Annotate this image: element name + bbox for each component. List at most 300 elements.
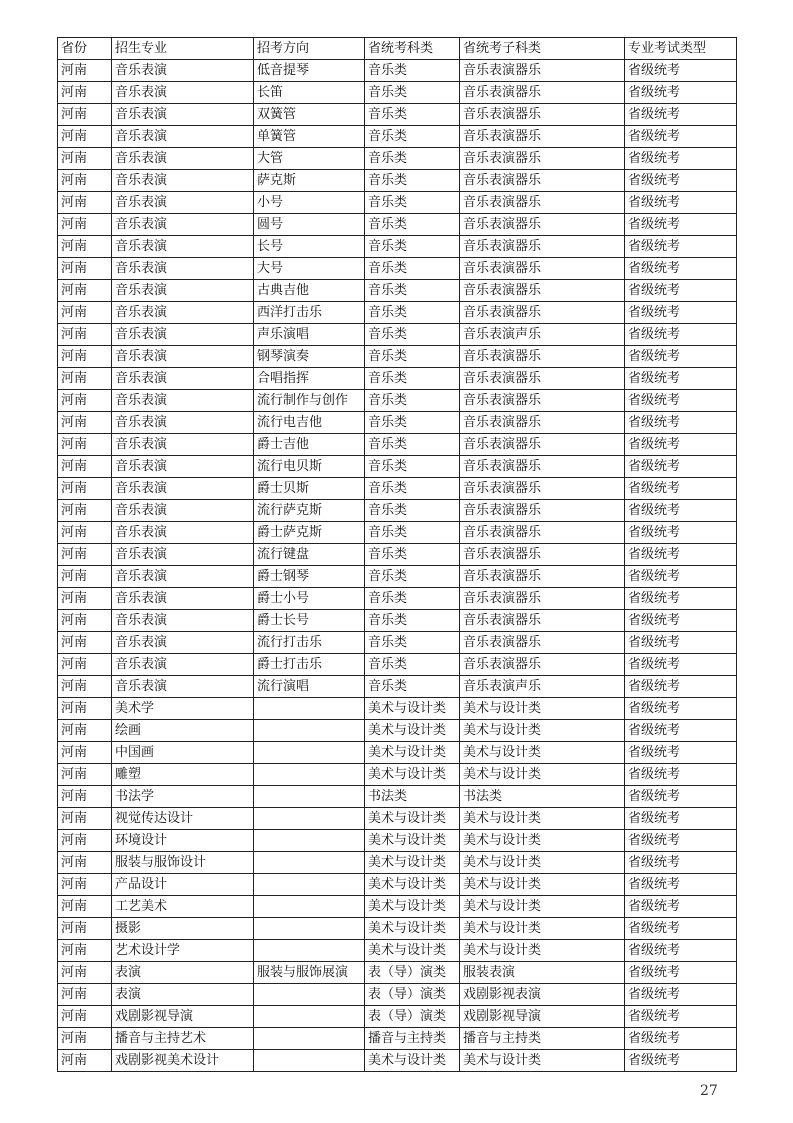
cell-major: 雕塑 <box>112 764 254 786</box>
cell-major: 环境设计 <box>112 830 254 852</box>
cell-exam-type: 省级统考 <box>625 940 737 962</box>
table-row <box>58 126 737 148</box>
cell-exam-category: 美术与设计类 <box>365 852 460 874</box>
cell-direction: 双簧管 <box>254 104 365 126</box>
cell-exam-subcategory: 美术与设计类 <box>460 720 625 742</box>
cell-exam-category: 音乐类 <box>365 478 460 500</box>
cell-direction: 流行打击乐 <box>254 632 365 654</box>
cell-exam-subcategory: 音乐表演器乐 <box>460 346 625 368</box>
cell-major: 音乐表演 <box>112 302 254 324</box>
cell-province: 河南 <box>58 720 112 742</box>
cell-exam-subcategory: 书法类 <box>460 786 625 808</box>
cell-exam-subcategory: 音乐表演器乐 <box>460 478 625 500</box>
cell-exam-category: 音乐类 <box>365 302 460 324</box>
cell-direction <box>254 852 365 874</box>
cell-exam-subcategory: 美术与设计类 <box>460 896 625 918</box>
cell-exam-category: 音乐类 <box>365 390 460 412</box>
cell-direction <box>254 1028 365 1050</box>
cell-province: 河南 <box>58 170 112 192</box>
cell-major: 音乐表演 <box>112 478 254 500</box>
cell-province: 河南 <box>58 390 112 412</box>
cell-exam-subcategory: 音乐表演器乐 <box>460 632 625 654</box>
cell-province: 河南 <box>58 280 112 302</box>
cell-province: 河南 <box>58 1006 112 1028</box>
cell-province: 河南 <box>58 962 112 984</box>
cell-exam-subcategory: 音乐表演器乐 <box>460 434 625 456</box>
cell-province: 河南 <box>58 60 112 82</box>
cell-exam-subcategory: 音乐表演器乐 <box>460 588 625 610</box>
cell-exam-type: 省级统考 <box>625 390 737 412</box>
cell-direction <box>254 720 365 742</box>
cell-exam-type: 省级统考 <box>625 742 737 764</box>
cell-exam-type: 省级统考 <box>625 610 737 632</box>
cell-exam-category: 美术与设计类 <box>365 742 460 764</box>
cell-major: 摄影 <box>112 918 254 940</box>
cell-province: 河南 <box>58 478 112 500</box>
cell-exam-category: 音乐类 <box>365 434 460 456</box>
table-row <box>58 786 737 808</box>
table-row <box>58 390 737 412</box>
cell-major: 音乐表演 <box>112 346 254 368</box>
cell-province: 河南 <box>58 874 112 896</box>
cell-province: 河南 <box>58 808 112 830</box>
table-row <box>58 192 737 214</box>
cell-exam-category: 表（导）演类 <box>365 962 460 984</box>
cell-province: 河南 <box>58 82 112 104</box>
cell-province: 河南 <box>58 104 112 126</box>
cell-exam-subcategory: 音乐表演器乐 <box>460 456 625 478</box>
cell-direction <box>254 940 365 962</box>
cell-direction: 爵士钢琴 <box>254 566 365 588</box>
table-row <box>58 412 737 434</box>
cell-major: 音乐表演 <box>112 456 254 478</box>
cell-exam-type: 省级统考 <box>625 192 737 214</box>
cell-exam-type: 省级统考 <box>625 258 737 280</box>
cell-exam-subcategory: 音乐表演器乐 <box>460 566 625 588</box>
cell-direction <box>254 742 365 764</box>
cell-exam-subcategory: 音乐表演器乐 <box>460 654 625 676</box>
cell-province: 河南 <box>58 148 112 170</box>
cell-exam-subcategory: 音乐表演器乐 <box>460 280 625 302</box>
cell-major: 音乐表演 <box>112 148 254 170</box>
header-major: 招生专业 <box>112 38 254 60</box>
cell-exam-category: 音乐类 <box>365 544 460 566</box>
cell-exam-type: 省级统考 <box>625 280 737 302</box>
cell-exam-type: 省级统考 <box>625 698 737 720</box>
cell-major: 音乐表演 <box>112 522 254 544</box>
cell-major: 音乐表演 <box>112 434 254 456</box>
cell-exam-category: 美术与设计类 <box>365 918 460 940</box>
cell-province: 河南 <box>58 1050 112 1072</box>
cell-exam-subcategory: 戏剧影视导演 <box>460 1006 625 1028</box>
table-row <box>58 940 737 962</box>
cell-exam-subcategory: 美术与设计类 <box>460 874 625 896</box>
cell-major: 音乐表演 <box>112 82 254 104</box>
cell-major: 视觉传达设计 <box>112 808 254 830</box>
cell-direction: 圆号 <box>254 214 365 236</box>
cell-exam-type: 省级统考 <box>625 478 737 500</box>
cell-exam-type: 省级统考 <box>625 896 737 918</box>
cell-exam-subcategory: 音乐表演器乐 <box>460 610 625 632</box>
cell-major: 中国画 <box>112 742 254 764</box>
cell-exam-category: 音乐类 <box>365 192 460 214</box>
cell-exam-type: 省级统考 <box>625 632 737 654</box>
cell-exam-subcategory: 音乐表演声乐 <box>460 676 625 698</box>
cell-exam-subcategory: 美术与设计类 <box>460 918 625 940</box>
cell-province: 河南 <box>58 214 112 236</box>
cell-province: 河南 <box>58 918 112 940</box>
table-body <box>58 60 737 1072</box>
cell-direction <box>254 1050 365 1072</box>
cell-major: 音乐表演 <box>112 654 254 676</box>
cell-direction: 古典吉他 <box>254 280 365 302</box>
cell-direction: 单簧管 <box>254 126 365 148</box>
cell-province: 河南 <box>58 852 112 874</box>
cell-exam-type: 省级统考 <box>625 874 737 896</box>
cell-exam-category: 美术与设计类 <box>365 764 460 786</box>
cell-direction: 爵士小号 <box>254 588 365 610</box>
cell-province: 河南 <box>58 258 112 280</box>
cell-province: 河南 <box>58 632 112 654</box>
cell-exam-subcategory: 音乐表演器乐 <box>460 258 625 280</box>
cell-province: 河南 <box>58 192 112 214</box>
cell-major: 戏剧影视导演 <box>112 1006 254 1028</box>
table-row <box>58 588 737 610</box>
cell-exam-type: 省级统考 <box>625 654 737 676</box>
cell-exam-category: 音乐类 <box>365 610 460 632</box>
table-row <box>58 962 737 984</box>
cell-direction: 流行演唱 <box>254 676 365 698</box>
table-row <box>58 258 737 280</box>
cell-exam-type: 省级统考 <box>625 126 737 148</box>
cell-major: 音乐表演 <box>112 632 254 654</box>
table-row <box>58 544 737 566</box>
table-row <box>58 808 737 830</box>
cell-exam-subcategory: 音乐表演器乐 <box>460 82 625 104</box>
cell-exam-category: 音乐类 <box>365 324 460 346</box>
cell-province: 河南 <box>58 346 112 368</box>
cell-direction <box>254 698 365 720</box>
cell-exam-type: 省级统考 <box>625 720 737 742</box>
cell-exam-category: 音乐类 <box>365 236 460 258</box>
cell-exam-category: 播音与主持类 <box>365 1028 460 1050</box>
cell-exam-subcategory: 音乐表演器乐 <box>460 192 625 214</box>
cell-direction: 大管 <box>254 148 365 170</box>
cell-exam-subcategory: 美术与设计类 <box>460 940 625 962</box>
cell-exam-subcategory: 音乐表演声乐 <box>460 324 625 346</box>
cell-exam-category: 美术与设计类 <box>365 808 460 830</box>
cell-major: 音乐表演 <box>112 588 254 610</box>
cell-exam-category: 音乐类 <box>365 632 460 654</box>
cell-exam-type: 省级统考 <box>625 368 737 390</box>
cell-direction: 服装与服饰展演 <box>254 962 365 984</box>
cell-major: 音乐表演 <box>112 258 254 280</box>
cell-exam-subcategory: 音乐表演器乐 <box>460 412 625 434</box>
cell-exam-category: 音乐类 <box>365 280 460 302</box>
header-direction: 招考方向 <box>254 38 365 60</box>
cell-exam-type: 省级统考 <box>625 82 737 104</box>
cell-province: 河南 <box>58 456 112 478</box>
cell-province: 河南 <box>58 126 112 148</box>
cell-major: 服装与服饰设计 <box>112 852 254 874</box>
cell-exam-category: 音乐类 <box>365 522 460 544</box>
cell-exam-category: 音乐类 <box>365 60 460 82</box>
cell-direction <box>254 984 365 1006</box>
cell-province: 河南 <box>58 786 112 808</box>
cell-exam-type: 省级统考 <box>625 1006 737 1028</box>
table-row <box>58 82 737 104</box>
cell-province: 河南 <box>58 302 112 324</box>
cell-exam-subcategory: 音乐表演器乐 <box>460 522 625 544</box>
cell-exam-category: 音乐类 <box>365 214 460 236</box>
table-row <box>58 456 737 478</box>
cell-exam-category: 音乐类 <box>365 456 460 478</box>
cell-exam-type: 省级统考 <box>625 104 737 126</box>
cell-direction: 合唱指挥 <box>254 368 365 390</box>
cell-exam-category: 音乐类 <box>365 346 460 368</box>
cell-major: 艺术设计学 <box>112 940 254 962</box>
cell-major: 音乐表演 <box>112 170 254 192</box>
cell-province: 河南 <box>58 324 112 346</box>
cell-exam-category: 音乐类 <box>365 566 460 588</box>
cell-major: 音乐表演 <box>112 412 254 434</box>
header-province: 省份 <box>58 38 112 60</box>
cell-major: 表演 <box>112 984 254 1006</box>
cell-major: 音乐表演 <box>112 610 254 632</box>
table-row <box>58 852 737 874</box>
cell-direction: 流行电吉他 <box>254 412 365 434</box>
cell-major: 美术学 <box>112 698 254 720</box>
cell-exam-type: 省级统考 <box>625 434 737 456</box>
cell-province: 河南 <box>58 522 112 544</box>
table-row <box>58 60 737 82</box>
cell-exam-type: 省级统考 <box>625 148 737 170</box>
cell-province: 河南 <box>58 896 112 918</box>
table-row <box>58 148 737 170</box>
cell-exam-subcategory: 音乐表演器乐 <box>460 148 625 170</box>
table-row <box>58 1028 737 1050</box>
cell-exam-subcategory: 播音与主持类 <box>460 1028 625 1050</box>
cell-major: 表演 <box>112 962 254 984</box>
table-row <box>58 676 737 698</box>
cell-exam-subcategory: 美术与设计类 <box>460 852 625 874</box>
cell-direction: 流行萨克斯 <box>254 500 365 522</box>
header-exam-subcategory: 省统考子科类 <box>460 38 625 60</box>
cell-exam-type: 省级统考 <box>625 764 737 786</box>
cell-exam-subcategory: 服装表演 <box>460 962 625 984</box>
cell-exam-category: 表（导）演类 <box>365 984 460 1006</box>
cell-exam-category: 音乐类 <box>365 588 460 610</box>
table-row <box>58 368 737 390</box>
cell-direction: 低音提琴 <box>254 60 365 82</box>
cell-exam-subcategory: 音乐表演器乐 <box>460 60 625 82</box>
cell-exam-category: 音乐类 <box>365 82 460 104</box>
cell-exam-type: 省级统考 <box>625 830 737 852</box>
cell-direction <box>254 896 365 918</box>
cell-major: 音乐表演 <box>112 368 254 390</box>
table-row <box>58 1006 737 1028</box>
cell-major: 音乐表演 <box>112 60 254 82</box>
cell-exam-category: 美术与设计类 <box>365 940 460 962</box>
cell-province: 河南 <box>58 412 112 434</box>
cell-exam-type: 省级统考 <box>625 346 737 368</box>
cell-province: 河南 <box>58 654 112 676</box>
table-row <box>58 478 737 500</box>
cell-exam-subcategory: 美术与设计类 <box>460 742 625 764</box>
cell-exam-type: 省级统考 <box>625 236 737 258</box>
cell-province: 河南 <box>58 544 112 566</box>
cell-major: 音乐表演 <box>112 676 254 698</box>
cell-exam-category: 音乐类 <box>365 258 460 280</box>
cell-exam-subcategory: 音乐表演器乐 <box>460 126 625 148</box>
cell-exam-type: 省级统考 <box>625 60 737 82</box>
cell-exam-subcategory: 戏剧影视表演 <box>460 984 625 1006</box>
cell-major: 音乐表演 <box>112 566 254 588</box>
cell-direction <box>254 808 365 830</box>
cell-direction: 小号 <box>254 192 365 214</box>
cell-exam-category: 美术与设计类 <box>365 698 460 720</box>
table-row <box>58 346 737 368</box>
cell-major: 音乐表演 <box>112 324 254 346</box>
cell-major: 工艺美术 <box>112 896 254 918</box>
table-row <box>58 324 737 346</box>
table-row <box>58 214 737 236</box>
table-row <box>58 566 737 588</box>
cell-province: 河南 <box>58 742 112 764</box>
table-row <box>58 302 737 324</box>
cell-exam-subcategory: 音乐表演器乐 <box>460 302 625 324</box>
cell-direction: 爵士萨克斯 <box>254 522 365 544</box>
cell-major: 播音与主持艺术 <box>112 1028 254 1050</box>
cell-direction: 爵士长号 <box>254 610 365 632</box>
cell-major: 绘画 <box>112 720 254 742</box>
cell-major: 音乐表演 <box>112 192 254 214</box>
cell-exam-subcategory: 音乐表演器乐 <box>460 214 625 236</box>
cell-direction: 爵士吉他 <box>254 434 365 456</box>
cell-major: 音乐表演 <box>112 390 254 412</box>
cell-province: 河南 <box>58 698 112 720</box>
table-row <box>58 170 737 192</box>
cell-exam-category: 音乐类 <box>365 104 460 126</box>
cell-exam-category: 表（导）演类 <box>365 1006 460 1028</box>
cell-exam-subcategory: 音乐表演器乐 <box>460 544 625 566</box>
table-row <box>58 874 737 896</box>
table-row <box>58 918 737 940</box>
cell-exam-type: 省级统考 <box>625 456 737 478</box>
cell-direction <box>254 1006 365 1028</box>
cell-exam-type: 省级统考 <box>625 786 737 808</box>
cell-major: 音乐表演 <box>112 104 254 126</box>
cell-exam-type: 省级统考 <box>625 500 737 522</box>
cell-province: 河南 <box>58 940 112 962</box>
cell-exam-type: 省级统考 <box>625 170 737 192</box>
cell-major: 产品设计 <box>112 874 254 896</box>
cell-exam-category: 音乐类 <box>365 412 460 434</box>
cell-exam-type: 省级统考 <box>625 324 737 346</box>
table-row <box>58 434 737 456</box>
table-row <box>58 632 737 654</box>
cell-exam-category: 书法类 <box>365 786 460 808</box>
cell-province: 河南 <box>58 764 112 786</box>
cell-exam-category: 美术与设计类 <box>365 720 460 742</box>
header-exam-category: 省统考科类 <box>365 38 460 60</box>
cell-exam-subcategory: 美术与设计类 <box>460 698 625 720</box>
cell-direction <box>254 874 365 896</box>
cell-direction: 爵士打击乐 <box>254 654 365 676</box>
cell-direction: 声乐演唱 <box>254 324 365 346</box>
table-row <box>58 764 737 786</box>
admissions-table <box>57 37 737 1072</box>
cell-province: 河南 <box>58 610 112 632</box>
cell-exam-type: 省级统考 <box>625 1028 737 1050</box>
cell-exam-type: 省级统考 <box>625 852 737 874</box>
cell-direction: 西洋打击乐 <box>254 302 365 324</box>
cell-exam-category: 音乐类 <box>365 170 460 192</box>
cell-exam-subcategory: 美术与设计类 <box>460 1050 625 1072</box>
cell-direction <box>254 764 365 786</box>
cell-direction: 流行制作与创作 <box>254 390 365 412</box>
table-header-row <box>58 38 737 60</box>
cell-direction: 流行键盘 <box>254 544 365 566</box>
cell-exam-type: 省级统考 <box>625 214 737 236</box>
cell-exam-type: 省级统考 <box>625 522 737 544</box>
table-row <box>58 104 737 126</box>
cell-province: 河南 <box>58 1028 112 1050</box>
cell-major: 音乐表演 <box>112 500 254 522</box>
cell-province: 河南 <box>58 434 112 456</box>
cell-major: 书法学 <box>112 786 254 808</box>
cell-province: 河南 <box>58 500 112 522</box>
cell-province: 河南 <box>58 984 112 1006</box>
cell-exam-type: 省级统考 <box>625 412 737 434</box>
cell-exam-type: 省级统考 <box>625 566 737 588</box>
table-row <box>58 522 737 544</box>
cell-province: 河南 <box>58 566 112 588</box>
cell-exam-type: 省级统考 <box>625 962 737 984</box>
cell-direction: 萨克斯 <box>254 170 365 192</box>
cell-direction: 大号 <box>254 258 365 280</box>
cell-direction: 钢琴演奏 <box>254 346 365 368</box>
table-row <box>58 698 737 720</box>
cell-major: 音乐表演 <box>112 544 254 566</box>
table-row <box>58 610 737 632</box>
cell-exam-type: 省级统考 <box>625 588 737 610</box>
cell-exam-subcategory: 美术与设计类 <box>460 808 625 830</box>
cell-province: 河南 <box>58 830 112 852</box>
cell-exam-subcategory: 音乐表演器乐 <box>460 368 625 390</box>
cell-direction <box>254 830 365 852</box>
cell-direction: 爵士贝斯 <box>254 478 365 500</box>
cell-direction: 流行电贝斯 <box>254 456 365 478</box>
cell-province: 河南 <box>58 368 112 390</box>
cell-exam-category: 美术与设计类 <box>365 874 460 896</box>
cell-exam-subcategory: 音乐表演器乐 <box>460 236 625 258</box>
cell-exam-subcategory: 音乐表演器乐 <box>460 104 625 126</box>
cell-major: 音乐表演 <box>112 214 254 236</box>
cell-exam-type: 省级统考 <box>625 676 737 698</box>
cell-exam-category: 音乐类 <box>365 148 460 170</box>
cell-direction <box>254 786 365 808</box>
cell-exam-type: 省级统考 <box>625 1050 737 1072</box>
table-row <box>58 984 737 1006</box>
cell-exam-category: 音乐类 <box>365 676 460 698</box>
cell-exam-type: 省级统考 <box>625 302 737 324</box>
table-row <box>58 654 737 676</box>
cell-exam-category: 美术与设计类 <box>365 830 460 852</box>
cell-direction: 长笛 <box>254 82 365 104</box>
cell-exam-type: 省级统考 <box>625 808 737 830</box>
table-row <box>58 830 737 852</box>
